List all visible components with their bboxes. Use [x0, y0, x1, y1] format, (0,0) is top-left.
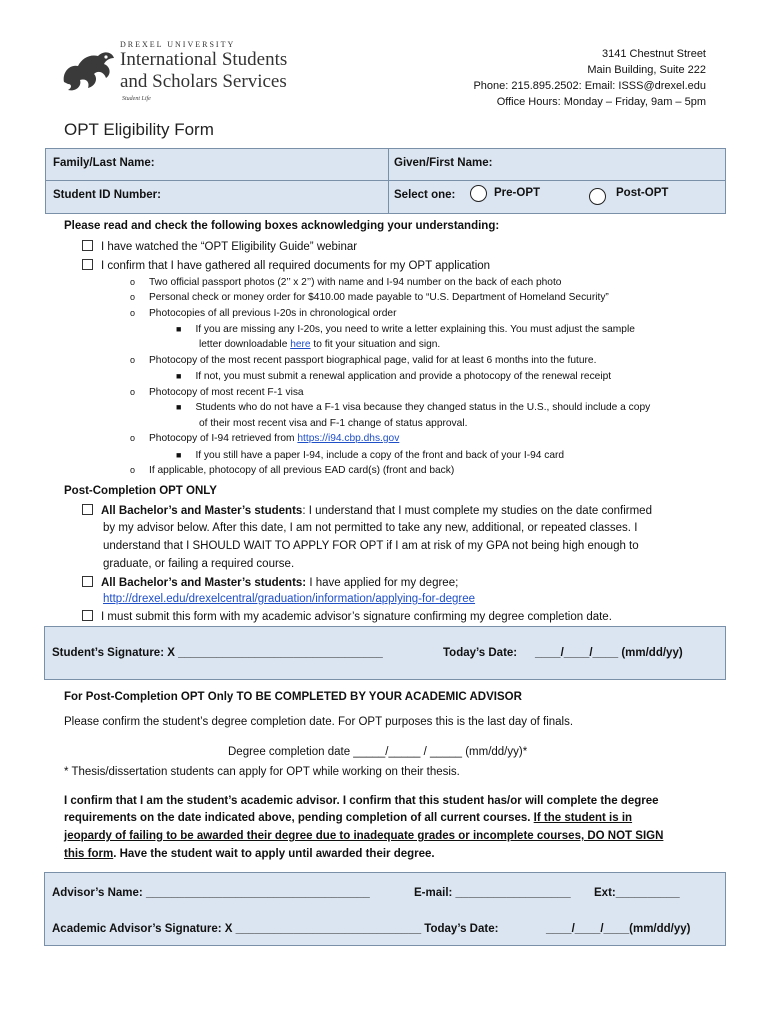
- list-item: o Personal check or money order for $410.00 made payable to “U.S. Department of Homeland Security”: [130, 292, 609, 303]
- list-subitem-cont: [199, 339, 440, 350]
- logo-tagline: Student Life: [122, 96, 151, 102]
- isss-logo: [60, 40, 320, 106]
- advisor-confirm-line: jeopardy of failing to be awarded their degree due to inadequate grades or incomplete courses, DO NOT SIGN: [64, 830, 664, 842]
- list-item-text: Photocopy of most recent F-1 visa: [149, 387, 304, 398]
- text: All Bachelor’s and Master’s students:: [101, 577, 307, 589]
- dragon-icon: [60, 44, 116, 94]
- table-divider: [46, 180, 725, 181]
- student-date-field[interactable]: ____/____/____ (mm/dd/yy): [535, 647, 683, 659]
- text: . Have the student wait to apply until awarded their degree.: [113, 848, 435, 860]
- apply-degree-link[interactable]: http://drexel.edu/drexelcentral/graduation/information/applying-for-degree: [103, 593, 476, 605]
- advisor-ext-field[interactable]: Ext:__________: [594, 887, 680, 899]
- address-line: Phone: 215.895.2502: Email: ISSS@drexel.edu: [473, 80, 706, 92]
- list-item-text: If you still have a paper I-94, include a copy of the front and back of your I-94 card: [195, 450, 565, 461]
- advisor-date-field[interactable]: ____/____/____(mm/dd/yy): [546, 923, 691, 935]
- student-info-table: [45, 148, 726, 214]
- text: requirements on the date indicated above, pending completion of all current courses.: [64, 812, 534, 824]
- list-item-text: Photocopies of all previous I-20s in chronological order: [149, 308, 397, 319]
- list-item: o Photocopy of most recent F-1 visa: [130, 387, 304, 398]
- list-item-text: If not, you must submit a renewal application and provide a photocopy of the renewal receipt: [195, 371, 612, 382]
- ack-item-documents: [82, 259, 490, 272]
- advisor-email-field[interactable]: E-mail: __________________: [414, 887, 571, 899]
- ack-item-text: I confirm that I have gathered all required documents for my OPT application: [101, 260, 491, 272]
- given-name-field[interactable]: Given/First Name:: [394, 157, 493, 169]
- checkbox[interactable]: [82, 576, 93, 587]
- family-name-field[interactable]: Family/Last Name:: [53, 157, 155, 169]
- checkbox[interactable]: [82, 259, 93, 270]
- list-item: o Photocopy of the most recent passport biographical page, valid for at least 6 months into the future.: [130, 355, 597, 366]
- checkbox[interactable]: [82, 240, 93, 251]
- list-item: o Photocopies of all previous I-20s in chronological order: [130, 308, 397, 319]
- post-opt-label: Post-OPT: [616, 187, 669, 199]
- list-item-text: Students who do not have a F-1 visa because they changed status in the U.S., should include a copy: [195, 402, 651, 413]
- advisor-section-heading: For Post-Completion OPT Only TO BE COMPLETED BY YOUR ACADEMIC ADVISOR: [64, 691, 522, 703]
- advisor-confirm-line: [64, 812, 632, 824]
- logo-title-line2: and Scholars Services: [120, 71, 287, 92]
- sample-letter-link[interactable]: here: [290, 339, 311, 350]
- list-subitem: ■ If you are missing any I-20s, you need to write a letter explaining this. You must adjust the sample: [176, 324, 635, 335]
- checkbox[interactable]: [82, 504, 93, 515]
- logo-university: DREXEL UNIVERSITY: [120, 40, 236, 49]
- advisor-info-box: [44, 872, 726, 946]
- advisor-name-field[interactable]: Advisor’s Name: ___________________________________: [52, 887, 370, 899]
- post-item-1: [82, 504, 652, 517]
- i94-link[interactable]: https://i94.cbp.dhs.gov: [297, 433, 400, 444]
- advisor-confirm-line: [64, 848, 435, 860]
- post-item-3: [82, 610, 612, 623]
- checkbox[interactable]: [82, 610, 93, 621]
- post-completion-heading: Post-Completion OPT ONLY: [64, 485, 217, 497]
- text: letter downloadable: [199, 339, 291, 350]
- text: I must submit this form with my academic advisor’s signature confirming my degree completion date.: [101, 611, 612, 623]
- degree-completion-date-field[interactable]: Degree completion date _____/_____ / _____ (mm/dd/yy)*: [228, 746, 528, 758]
- ack-item-text: I have watched the “OPT Eligibility Guide” webinar: [101, 241, 358, 253]
- advisor-intro: Please confirm the student’s degree completion date. For OPT purposes this is the last day of finals.: [64, 716, 574, 728]
- post-item-2: [82, 576, 458, 589]
- pre-opt-label: Pre-OPT: [494, 187, 541, 199]
- list-item-text: Two official passport photos (2’’ x 2’’) with name and I-94 number on the back of each photo: [149, 277, 562, 288]
- list-item-text: Photocopy of I-94 retrieved from: [149, 433, 298, 444]
- advisor-confirm-line: I confirm that I am the student’s academic advisor. I confirm that this student has/or will complete the degree: [64, 795, 659, 807]
- ack-heading: Please read and check the following boxes acknowledging your understanding:: [64, 220, 500, 232]
- list-item-text: Photocopy of the most recent passport biographical page, valid for at least 6 months into the future.: [149, 355, 597, 366]
- text: to fit your situation and sign.: [310, 339, 441, 350]
- student-signature-box: [44, 626, 726, 680]
- list-subitem: ■ Students who do not have a F-1 visa because they changed status in the U.S., should include a copy: [176, 402, 651, 413]
- text: this form: [64, 848, 114, 860]
- list-item-text: Personal check or money order for $410.00 made payable to “U.S. Department of Homeland Security”: [149, 292, 609, 303]
- thesis-note: * Thesis/dissertation students can apply for OPT while working on their thesis.: [64, 766, 460, 778]
- post-item-1-cont: understand that I SHOULD WAIT TO APPLY FOR OPT if I am at risk of my GPA not being high enough to: [103, 540, 639, 552]
- logo-title-line1: International Students: [120, 49, 288, 70]
- list-subitem-cont: of their most recent visa and F-1 change of status approval.: [199, 418, 468, 429]
- pre-opt-radio[interactable]: [470, 185, 487, 202]
- post-item-1-cont: by my advisor below. After this date, I am not permitted to take any new, additional, or repeated classes. I: [103, 522, 638, 534]
- text: All Bachelor’s and Master’s students: [101, 505, 303, 517]
- address-line: Main Building, Suite 222: [587, 64, 706, 76]
- student-id-field[interactable]: Student ID Number:: [53, 189, 161, 201]
- ack-item-webinar: [82, 240, 357, 253]
- list-item-text: If applicable, photocopy of all previous EAD card(s) (front and back): [149, 465, 455, 476]
- post-opt-radio[interactable]: [589, 188, 606, 205]
- address-line: 3141 Chestnut Street: [602, 48, 706, 60]
- text: : I understand that I must complete my studies on the date confirmed: [302, 505, 652, 517]
- list-subitem: ■ If not, you must submit a renewal application and provide a photocopy of the renewal receipt: [176, 371, 612, 382]
- advisor-signature-field[interactable]: Academic Advisor’s Signature: X _____________________________ Today’s Date:: [52, 923, 499, 935]
- todays-date-label: Today’s Date:: [443, 647, 518, 659]
- list-item: o Photocopy of I-94 retrieved from https://i94.cbp.dhs.gov: [130, 433, 400, 444]
- post-item-1-cont: graduate, or failing a required course.: [103, 558, 295, 570]
- student-signature-field[interactable]: Student’s Signature: X ________________________________: [52, 647, 383, 659]
- text: I have applied for my degree;: [306, 577, 459, 589]
- list-item-text: If you are missing any I-20s, you need to write a letter explaining this. You must adjust the sample: [195, 324, 635, 335]
- table-divider: [388, 149, 389, 213]
- address-line: Office Hours: Monday – Friday, 9am – 5pm: [496, 96, 706, 108]
- office-address: [473, 46, 706, 110]
- list-subitem: ■ If you still have a paper I-94, include a copy of the front and back of your I-94 card: [176, 450, 565, 461]
- text: If the student is in: [533, 812, 633, 824]
- page-title: OPT Eligibility Form: [64, 120, 214, 139]
- list-item: o Two official passport photos (2’’ x 2’’) with name and I-94 number on the back of each photo: [130, 277, 562, 288]
- select-one-label: Select one:: [394, 189, 456, 201]
- list-item: o If applicable, photocopy of all previous EAD card(s) (front and back): [130, 465, 455, 476]
